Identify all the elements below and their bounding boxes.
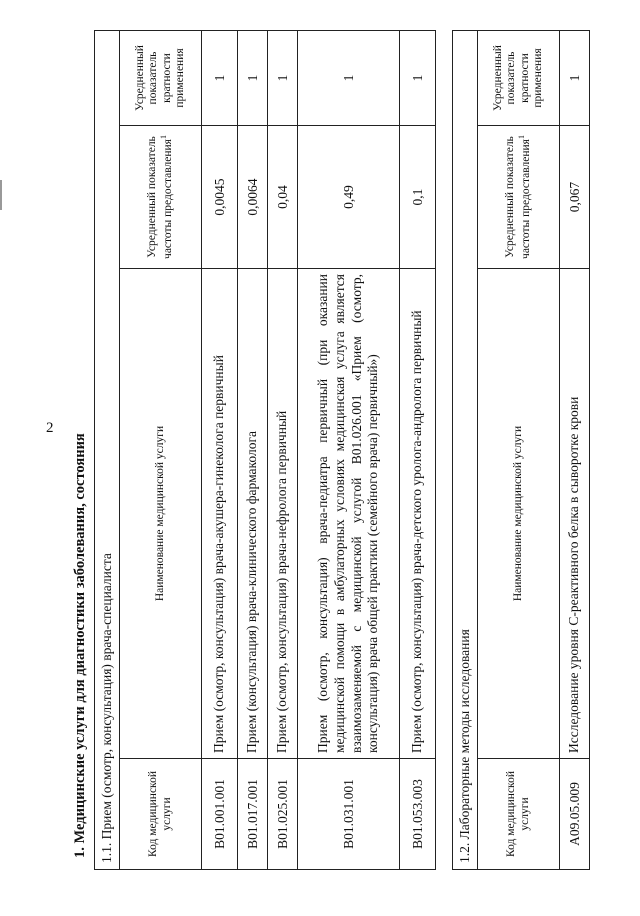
- cell-multiplicity: 1: [202, 31, 238, 126]
- cell-code: B01.025.001: [268, 759, 298, 870]
- cell-name: Прием (осмотр, консультация) врача-акушера-гинеколога первичный: [202, 269, 238, 759]
- cell-multiplicity: 1: [298, 31, 400, 126]
- cell-name: Прием (консультация) врача-клинического фармаколога: [238, 269, 268, 759]
- cell-code: B01.001.001: [202, 759, 238, 870]
- table-subtitle: 1.1. Прием (осмотр, консультация) врача-специалиста: [95, 31, 120, 870]
- cell-name: Прием (осмотр, консультация) врача-педиатра первичный (при оказании медицинской помощи в амбулаторных условиях медицинская услуга является взаимозаменяемой с медицинской услугой B01.026.001 «Прием (осмотр, консультация) врача общей практики (семейного врача) первичный»): [298, 269, 400, 759]
- cell-frequency: 0,067: [560, 126, 590, 269]
- header-code: Код медицинской услуги: [478, 759, 560, 870]
- cell-frequency: 0,49: [298, 126, 400, 269]
- cell-frequency: 0,1: [400, 126, 436, 269]
- cell-name: Исследование уровня С-реактивного белка в сыворотке крови: [560, 269, 590, 759]
- table-row: [268, 31, 298, 870]
- table-subtitle: 1.2. Лабораторные методы исследования: [453, 31, 478, 870]
- header-name: Наименование медицинской услуги: [478, 269, 560, 759]
- table-subtitle-row: [95, 31, 120, 870]
- cell-code: B01.017.001: [238, 759, 268, 870]
- cell-name: Прием (осмотр, консультация) врача-детского уролога-андролога первичный: [400, 269, 436, 759]
- table-row: [400, 31, 436, 870]
- table-row: [560, 31, 590, 870]
- scan-edge-mark: [0, 180, 2, 210]
- cell-multiplicity: 1: [560, 31, 590, 126]
- cell-multiplicity: 1: [268, 31, 298, 126]
- header-frequency: [478, 126, 560, 269]
- footnote-mark: 1: [159, 135, 169, 140]
- table-row: [202, 31, 238, 870]
- table-header-row: [478, 31, 560, 870]
- cell-name: Прием (осмотр, консультация) врача-нефролога первичный: [268, 269, 298, 759]
- specialist-consultation-table: [94, 30, 436, 870]
- laboratory-methods-table: [452, 30, 590, 870]
- header-multiplicity: Усредненный показатель кратности применения: [478, 31, 560, 126]
- cell-multiplicity: 1: [238, 31, 268, 126]
- page-number: 2: [46, 420, 54, 436]
- header-frequency-text: Усредненный показатель частоты предоставления: [503, 136, 532, 259]
- table-header-row: [120, 31, 202, 870]
- header-frequency: [120, 126, 202, 269]
- table-row: [238, 31, 268, 870]
- cell-frequency: 0,0045: [202, 126, 238, 269]
- cell-frequency: 0,0064: [238, 126, 268, 269]
- cell-code: B01.031.001: [298, 759, 400, 870]
- section-title: 1. Медицинские услуги для диагностики заболевания, состояния: [72, 433, 88, 858]
- cell-frequency: 0,04: [268, 126, 298, 269]
- header-name: Наименование медицинской услуги: [120, 269, 202, 759]
- header-code: Код медицинской услуги: [120, 759, 202, 870]
- cell-code: B01.053.003: [400, 759, 436, 870]
- header-multiplicity: Усредненный показатель кратности применения: [120, 31, 202, 126]
- table-row: [298, 31, 400, 870]
- footnote-mark: 1: [517, 135, 527, 140]
- header-frequency-text: Усредненный показатель частоты предоставления: [145, 136, 174, 259]
- cell-code: A09.05.009: [560, 759, 590, 870]
- cell-multiplicity: 1: [400, 31, 436, 126]
- rotated-document-body: [40, 30, 600, 870]
- table-subtitle-row: [453, 31, 478, 870]
